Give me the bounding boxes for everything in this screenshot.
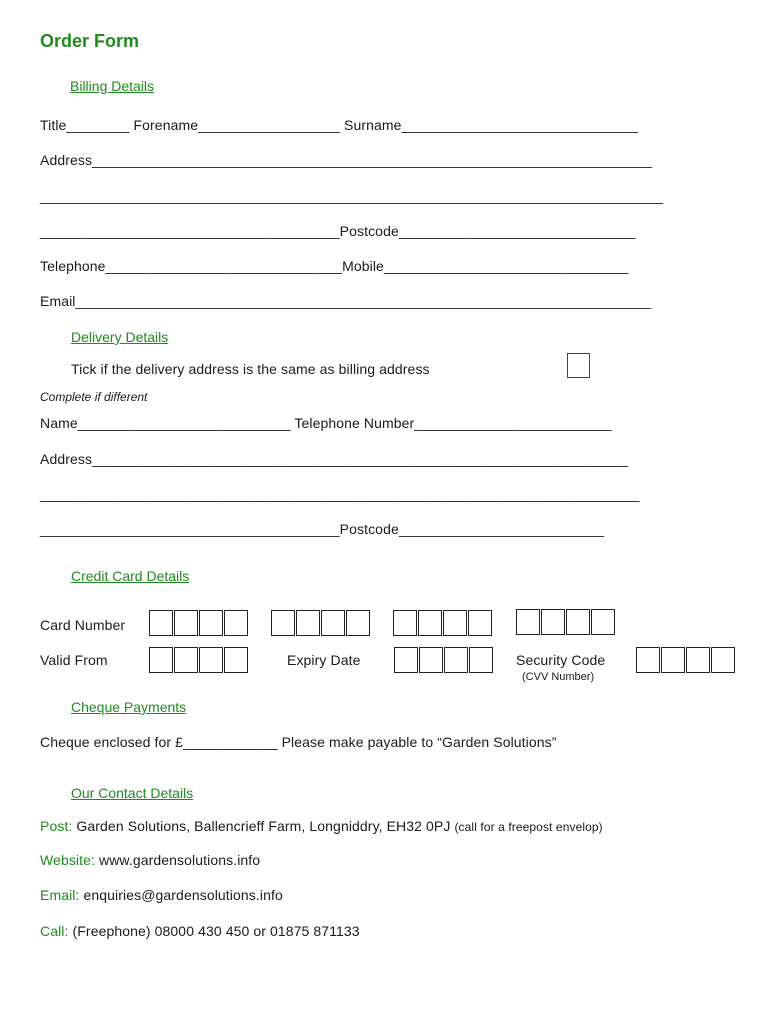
digit-box[interactable] (444, 647, 468, 673)
digit-box[interactable] (566, 609, 590, 635)
contact-heading: Our Contact Details (71, 785, 194, 801)
digit-box[interactable] (636, 647, 660, 673)
digit-box[interactable] (174, 647, 198, 673)
website-link[interactable]: www.gardensolutions.info (99, 852, 261, 868)
card-number-group-3[interactable] (393, 610, 493, 636)
digit-box[interactable] (224, 647, 248, 673)
digit-box[interactable] (419, 647, 443, 673)
cheque-line[interactable]: Cheque enclosed for £____________ Please make payable to “Garden Solutions” (40, 734, 557, 750)
email-label: Email: (40, 887, 80, 903)
billing-address-line[interactable]: Address_______________________________________________________________________ (40, 152, 652, 168)
digit-box[interactable] (296, 610, 320, 636)
expiry-date-label: Expiry Date (287, 652, 361, 668)
card-number-label: Card Number (40, 617, 126, 633)
cheque-heading: Cheque Payments (71, 699, 187, 715)
delivery-postcode-line[interactable]: ______________________________________Postcode__________________________ (40, 521, 604, 537)
digit-box[interactable] (174, 610, 198, 636)
credit-card-heading: Credit Card Details (71, 568, 190, 584)
delivery-address-line-2[interactable]: ____________________________________________________________________________ (40, 486, 640, 502)
delivery-name-line[interactable]: Name___________________________ Telephone Number_________________________ (40, 415, 612, 431)
email-link[interactable]: enquiries@gardensolutions.info (83, 887, 283, 903)
digit-box[interactable] (393, 610, 417, 636)
digit-box[interactable] (661, 647, 685, 673)
cvv-note: (CVV Number) (522, 671, 595, 683)
digit-box[interactable] (591, 609, 615, 635)
billing-name-line[interactable]: Title________ Forename__________________ Surname______________________________ (40, 117, 639, 133)
post-note: (call for a freepost envelop) (454, 820, 603, 834)
contact-email (40, 887, 283, 903)
card-number-group-4[interactable] (516, 609, 616, 635)
digit-box[interactable] (199, 647, 223, 673)
billing-email-line[interactable]: Email_________________________________________________________________________ (40, 293, 652, 309)
digit-box[interactable] (469, 647, 493, 673)
billing-telephone-line[interactable]: Telephone______________________________Mobile_______________________________ (40, 258, 629, 274)
digit-box[interactable] (418, 610, 442, 636)
same-address-checkbox[interactable] (567, 353, 590, 378)
same-address-label: Tick if the delivery address is the same as billing address (71, 361, 430, 377)
complete-if-different-note: Complete if different (40, 390, 148, 404)
digit-box[interactable] (321, 610, 345, 636)
digit-box[interactable] (346, 610, 370, 636)
digit-box[interactable] (443, 610, 467, 636)
contact-post (40, 818, 603, 834)
call-number: (Freephone) 08000 430 450 or 01875 871133 (72, 923, 360, 939)
digit-box[interactable] (199, 610, 223, 636)
digit-box[interactable] (149, 610, 173, 636)
security-code-boxes[interactable] (636, 647, 736, 673)
contact-call (40, 923, 360, 939)
digit-box[interactable] (271, 610, 295, 636)
digit-box[interactable] (711, 647, 735, 673)
website-label: Website: (40, 852, 96, 868)
card-number-group-2[interactable] (271, 610, 371, 636)
post-address: Garden Solutions, Ballencrieff Farm, Longniddry, EH32 0PJ (76, 818, 451, 834)
digit-box[interactable] (224, 610, 248, 636)
page-title: Order Form (40, 31, 140, 51)
digit-box[interactable] (468, 610, 492, 636)
call-label: Call: (40, 923, 69, 939)
digit-box[interactable] (149, 647, 173, 673)
card-number-group-1[interactable] (149, 610, 249, 636)
billing-postcode-line[interactable]: ______________________________________Postcode______________________________ (40, 223, 636, 239)
contact-website (40, 852, 260, 868)
valid-from-label: Valid From (40, 652, 108, 668)
digit-box[interactable] (541, 609, 565, 635)
delivery-heading: Delivery Details (71, 329, 169, 345)
delivery-address-line[interactable]: Address____________________________________________________________________ (40, 451, 629, 467)
post-label: Post: (40, 818, 73, 834)
security-code-label: Security Code (516, 652, 606, 668)
valid-from-boxes[interactable] (149, 647, 249, 673)
expiry-date-boxes[interactable] (394, 647, 494, 673)
digit-box[interactable] (686, 647, 710, 673)
billing-heading: Billing Details (70, 78, 155, 94)
digit-box[interactable] (516, 609, 540, 635)
digit-box[interactable] (394, 647, 418, 673)
billing-address-line-2[interactable]: _______________________________________________________________________________ (40, 188, 664, 204)
